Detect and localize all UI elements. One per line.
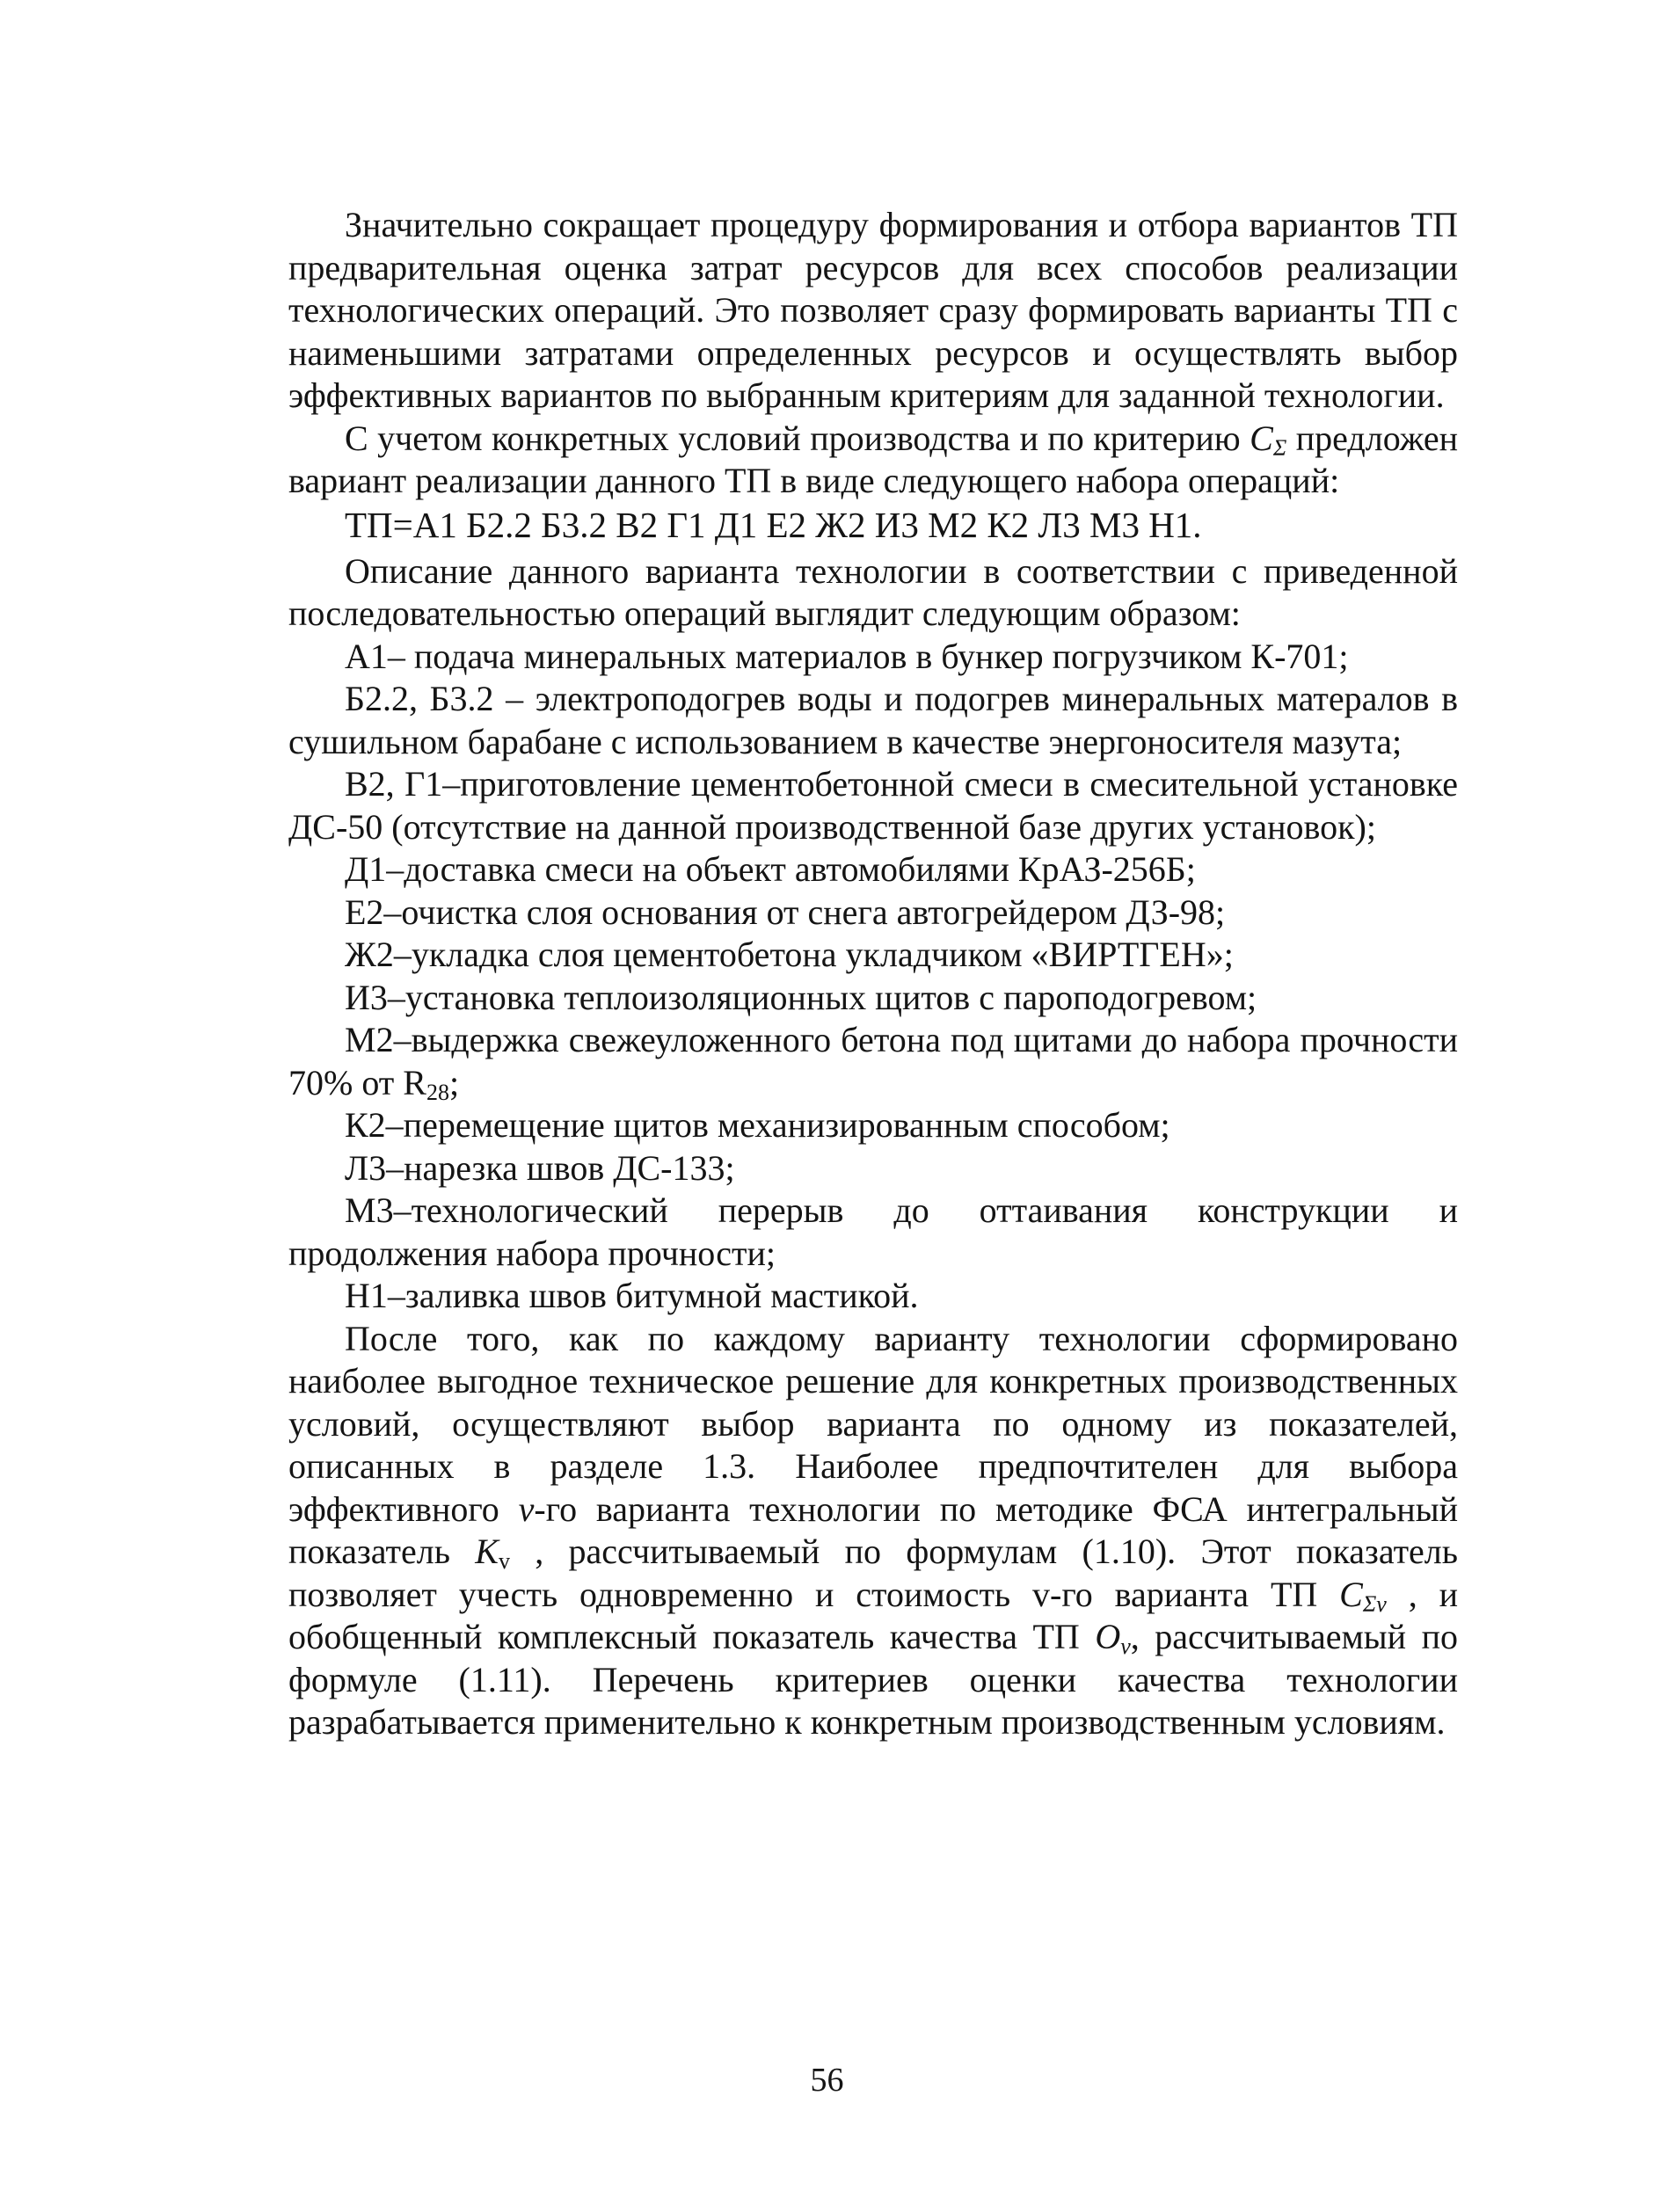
paragraph-intro: Значительно сокращает процедуру формирования и отбора вариантов ТП предварительная оценка затрат ресурсов для всех способов реализации технологических операций. Это позволяет сразу формировать варианты ТП с наименьшими затратами определенных ресурсов и осуществлять выбор эффективных вариантов по выбранным критериям для заданной технологии.	[288, 205, 1458, 415]
operation-item: Д1–доставка смеси на объект автомобилями КрАЗ-256Б;	[345, 849, 1196, 889]
criterion-subscript: Σ	[1272, 434, 1287, 461]
operation-item: А1– подача минеральных материалов в бункер погрузчиком К-701;	[345, 636, 1349, 676]
page-number: 56	[810, 2062, 844, 2099]
operation-item: Ж2–укладка слоя цементобетона укладчиком «ВИРТГЕН»;	[345, 935, 1234, 974]
paragraph-description: Описание данного варианта технологии в соответствии с приведенной последовательностью операций выглядит следующим образом:	[288, 550, 1458, 633]
operation-item: В2, Г1–приготовление цементобетонной смеси в смесительной установке ДС-50 (отсутствие на данной производственной базе других установок);	[288, 764, 1458, 847]
conclusion-part-c: , рассчитываемый по формулам (1.10). Этот показатель позволяет учесть одновременно и стоимость v-го варианта ТП	[288, 1532, 1459, 1614]
operation-m2-end: ;	[448, 1062, 460, 1102]
paragraph-criterion	[288, 418, 1458, 503]
operation-item-m2	[288, 1019, 1458, 1104]
conclusion-part-d: , и обобщенный комплексный показатель качества ТП	[288, 1574, 1458, 1656]
quality-symbol: O	[1095, 1617, 1121, 1656]
conclusion-part-a: После того, как по каждому варианту технологии сформировано наиболее выгодное техническое решение для конкретных производственных условий, осуществляют выбор варианта по одному из показателей, описанных в разделе 1.3. Наиболее предпочтителен для выбора эффективного	[288, 1318, 1458, 1529]
operation-item: Е2–очистка слоя основания от снега автогрейдером ДЗ-98;	[345, 891, 1226, 932]
variant-symbol: v	[518, 1488, 535, 1529]
paragraph-criterion-start: С учетом конкретных условий производства и по критерию	[345, 418, 1250, 458]
operation-item: Б2.2, Б3.2 – электроподогрев воды и подогрев минеральных матералов в сушильном барабане с использованием в качестве энергоносителя мазута;	[288, 679, 1458, 761]
operation-item: Н1–заливка швов битумной мастикой.	[345, 1276, 919, 1315]
integral-index-subscript: v	[498, 1548, 510, 1574]
process-formula: ТП=А1 Б2.2 Б3.2 В2 Г1 Д1 Е2 Ж2 И3 М2 К2 Л3 М3 Н1.	[345, 504, 1202, 545]
operation-item: М3–технологический перерыв до оттаивания конструкции и продолжения набора прочности;	[288, 1190, 1458, 1273]
conclusion-part-b: -го варианта технологии по методике ФСА интегральный показатель	[288, 1488, 1458, 1571]
operation-item: К2–перемещение щитов механизированным способом;	[345, 1105, 1170, 1145]
operation-item: И3–установка теплоизоляционных щитов с пароподогревом;	[345, 977, 1257, 1017]
page-body	[288, 204, 1458, 1744]
paragraph-criterion-end: предложен вариант реализации данного ТП в виде следующего набора операций:	[288, 418, 1458, 500]
operation-item: Л3–нарезка швов ДС-133;	[345, 1147, 735, 1188]
paragraph-conclusion	[288, 1318, 1458, 1744]
operation-m2-subscript: 28	[426, 1079, 449, 1105]
conclusion-part-e: , рассчитываемый по формуле (1.11). Перечень критериев оценки качества технологии разрабатывается применительно к конкретным производственным условиям.	[288, 1617, 1458, 1742]
quality-subscript: v	[1120, 1634, 1131, 1659]
integral-index-symbol: K	[475, 1532, 499, 1571]
criterion-symbol: C	[1250, 418, 1273, 458]
cost-subscript: Σv	[1362, 1590, 1387, 1617]
cost-symbol: C	[1339, 1574, 1363, 1614]
operation-m2-text: М2–выдержка свежеуложенного бетона под щитами до набора прочности 70% от R	[288, 1020, 1458, 1102]
